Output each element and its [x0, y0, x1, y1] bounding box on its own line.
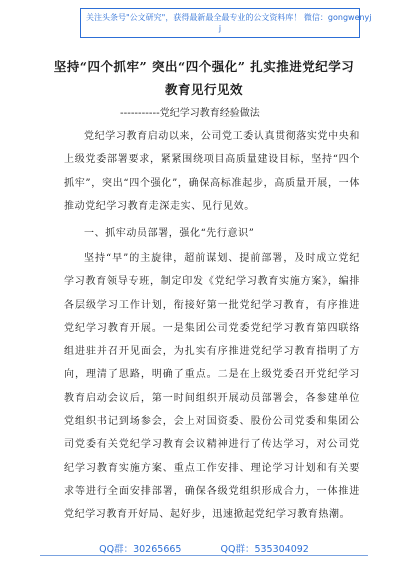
promo-banner-line2: j — [218, 24, 222, 33]
document-subtitle: -----------党纪学习教育经验做法 — [120, 108, 260, 119]
promo-banner-line1: 关注头条号"公文研究"，获得最新最全最专业的公文资料库！ 微信：gongwenyj — [86, 13, 372, 22]
paragraph-section-1: 坚持“早”的主旋律，超前谋划、提前部署，及时成立党纪学习教育领导专班，制定印发《党纪学习教育实施方案》，编排各层级学习工作计划，衔接好第一批党纪学习教育，有序推进党纪学习教育开展。一是集团公司党委党纪学习教育第四联络组进驻并召开见面会，为扎实有序推进党纪学习教育指明了方向，理清了思路，明确了重点。二是在上级党委召开党纪学习教育启动会议后，第一时间组织开展动员部署会，各参建单位党组织书记到场参会，会上对国资委、股份公司党委和集团公司党委有关党纪学习教育会议精神进行了传达学习，对公司党纪学习教育实施方案、重点工作安排、理论学习计划和有关要求等进行全面安排部署，确保各级党组织形成合力，一体推进党纪学习教育开好局、起好步，迅速掀起党纪学习教育热潮。 — [64, 253, 360, 521]
footer-qq-group-2: QQ群：535304092 — [220, 544, 309, 555]
footer-qq-group-1: QQ群：30265665 — [99, 544, 182, 555]
paragraph-intro: 党纪学习教育启动以来，公司党工委认真贯彻落实党中央和上级党委部署要求，紧紧围绕项目高质量建设目标，坚持“四个抓牢”，突出“四个强化”，确保高标准起步，高质量开展，一体推动党纪学习教育走深走实、见行见效。 — [64, 131, 360, 212]
section-heading-1: 一、抓牢动员部署，强化“先行意识” — [84, 228, 255, 239]
document-title-line1: 坚持“四个抓牢” 突出“四个强化” 扎实推进党纪学习 — [53, 59, 355, 74]
document-title-line2: 教育见行见效 — [164, 82, 243, 97]
page-footer — [0, 541, 408, 555]
promo-banner — [80, 8, 372, 38]
footer-underline — [40, 555, 368, 556]
